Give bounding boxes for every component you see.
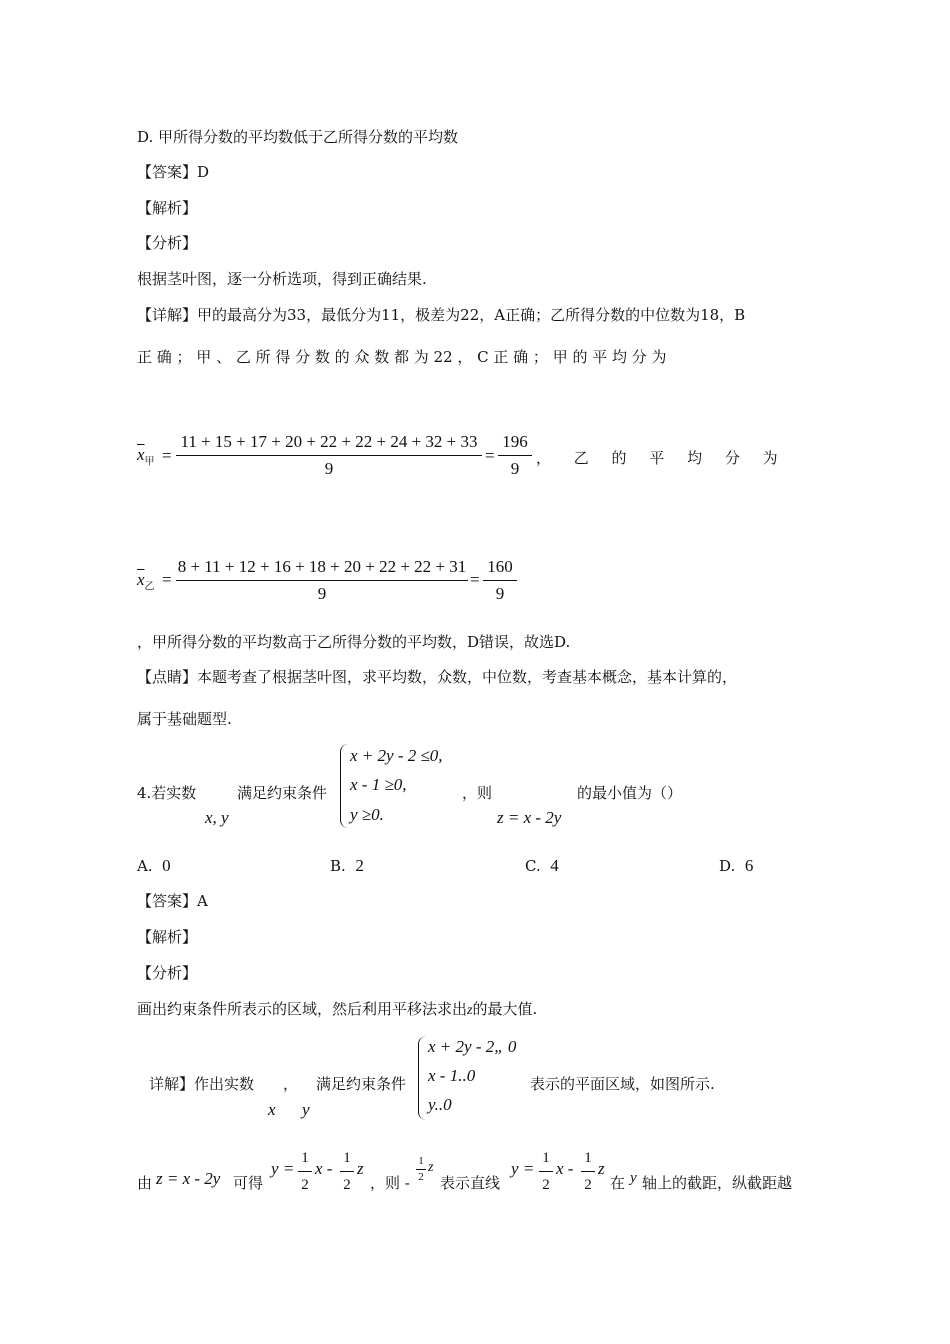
q4-constraint-2: x - 1 ≥0,	[350, 775, 407, 794]
q4-stem-d: 的最小值为（）	[577, 784, 683, 802]
q4-constraint-1: x + 2y - 2 ≤0,	[350, 746, 443, 765]
option-b: B. 2	[330, 856, 364, 875]
mean-yi-symbol: $\overline{x}_乙$	[137, 570, 155, 593]
eq1-half-1: 1 2	[298, 1148, 312, 1195]
detail-text-a: 详解】作出实数	[149, 1075, 255, 1093]
detail-var-y: y	[302, 1100, 310, 1119]
last-text-d: 表示直线	[440, 1174, 501, 1192]
conclusion-text: ，甲所得分数的平均数高于乙所得分数的平均数，D错误，故选D.	[137, 633, 571, 651]
detail-comma: ，	[283, 1075, 299, 1093]
eq1-x: x -	[315, 1159, 333, 1178]
mean-yi-fraction: 8 + 11 + 12 + 16 + 18 + 20 + 22 + 22 + 31 9	[177, 557, 467, 603]
q4-jiexi-label: 【解析】	[137, 928, 198, 946]
mean-jia-symbol: $\overline{x}_甲$	[137, 445, 155, 468]
eq2-y: y =	[511, 1159, 535, 1178]
equals-sign-1: =	[162, 446, 172, 465]
eq1-z: z	[357, 1159, 364, 1178]
detail-constraint-2: x - 1..0	[428, 1066, 476, 1085]
eq2-z: z	[598, 1159, 605, 1178]
equals-sign-4: =	[470, 570, 480, 589]
equals-sign-3: =	[162, 570, 172, 589]
jiexi-label: 【解析】	[137, 199, 198, 217]
q4-stem-a: 4.若实数	[137, 784, 197, 802]
eq1-y: y =	[271, 1159, 295, 1178]
mean-jia-result: 196 9	[498, 432, 532, 479]
last-text-c: ，则 -	[370, 1174, 410, 1192]
detail-text-b: 满足约束条件	[316, 1075, 407, 1093]
fenxi-label: 【分析】	[137, 234, 198, 252]
detail-text-c: 表示的平面区域，如图所示.	[530, 1075, 715, 1093]
option-c: C. 4	[525, 856, 559, 875]
q4-stem-b: 满足约束条件	[237, 784, 328, 802]
last-text-a: 由	[137, 1174, 153, 1192]
option-d: D. 6	[719, 856, 754, 875]
q4-fenxi-text: 画出约束条件所表示的区域，然后利用平移法求出z的最大值.	[137, 1000, 538, 1018]
last-text-b: 可得	[233, 1174, 264, 1192]
option-d-text: D. 甲所得分数的平均数低于乙所得分数的平均数	[137, 128, 459, 146]
neg-half: 1 2	[416, 1155, 426, 1184]
eq2-half-2: 1 2	[581, 1148, 595, 1195]
xiangjie-line-1: 【详解】甲的最高分为33，最低分为11，极差为22，A正确；乙所得分数的中位数为18，B	[137, 306, 746, 324]
mean-jia-fraction: 11 + 15 + 17 + 20 + 22 + 22 + 24 + 32 + 33 9	[176, 432, 482, 479]
q4-stem-c: ，则	[462, 784, 493, 802]
q4-vars: x, y	[205, 808, 229, 827]
dianjing-line-1: 【点睛】本题考查了根据茎叶图，求平均数，众数，中位数，考查基本概念，基本计算的，	[137, 668, 738, 686]
eq2-half-1: 1 2	[539, 1148, 553, 1195]
neg-half-z: z	[428, 1160, 434, 1175]
equals-sign-2: =	[485, 446, 495, 465]
detail-constraint-brace	[418, 1036, 427, 1120]
fenxi-text: 根据茎叶图，逐一分析选项，得到正确结果.	[137, 270, 427, 288]
mean-yi-lead-text: ， 乙 的 平 均 分 为	[536, 449, 778, 467]
last-eq: z = x - 2y	[156, 1169, 221, 1188]
mean-yi-result: 160 9	[483, 557, 517, 604]
detail-constraint-3: y..0	[428, 1095, 452, 1114]
last-text-g: 轴上的截距，纵截距越	[642, 1174, 793, 1192]
q4-constraint-brace	[340, 744, 349, 828]
dianjing-line-2: 属于基础题型.	[137, 710, 232, 728]
detail-constraint-1: x + 2y - 2„ 0	[428, 1037, 517, 1056]
option-a: A. 0	[137, 856, 171, 875]
q4-constraint-3: y ≥0.	[350, 805, 384, 824]
q4-objective: z = x - 2y	[497, 808, 562, 827]
last-var-y: y	[630, 1170, 637, 1186]
last-text-e: 在	[610, 1174, 626, 1192]
xiangjie-line-2: 正 确 ； 甲 、 乙 所 得 分 数 的 众 数 都 为 22 ， C 正 确 ； 甲 的 平 均 分 为	[137, 348, 667, 366]
eq2-x: x -	[556, 1159, 574, 1178]
answer-label: 【答案】D	[137, 163, 210, 181]
detail-var-x: x	[268, 1100, 276, 1119]
q4-fenxi-label: 【分析】	[137, 964, 198, 982]
eq1-half-2: 1 2	[340, 1148, 354, 1195]
q4-answer-label: 【答案】A	[137, 892, 208, 910]
